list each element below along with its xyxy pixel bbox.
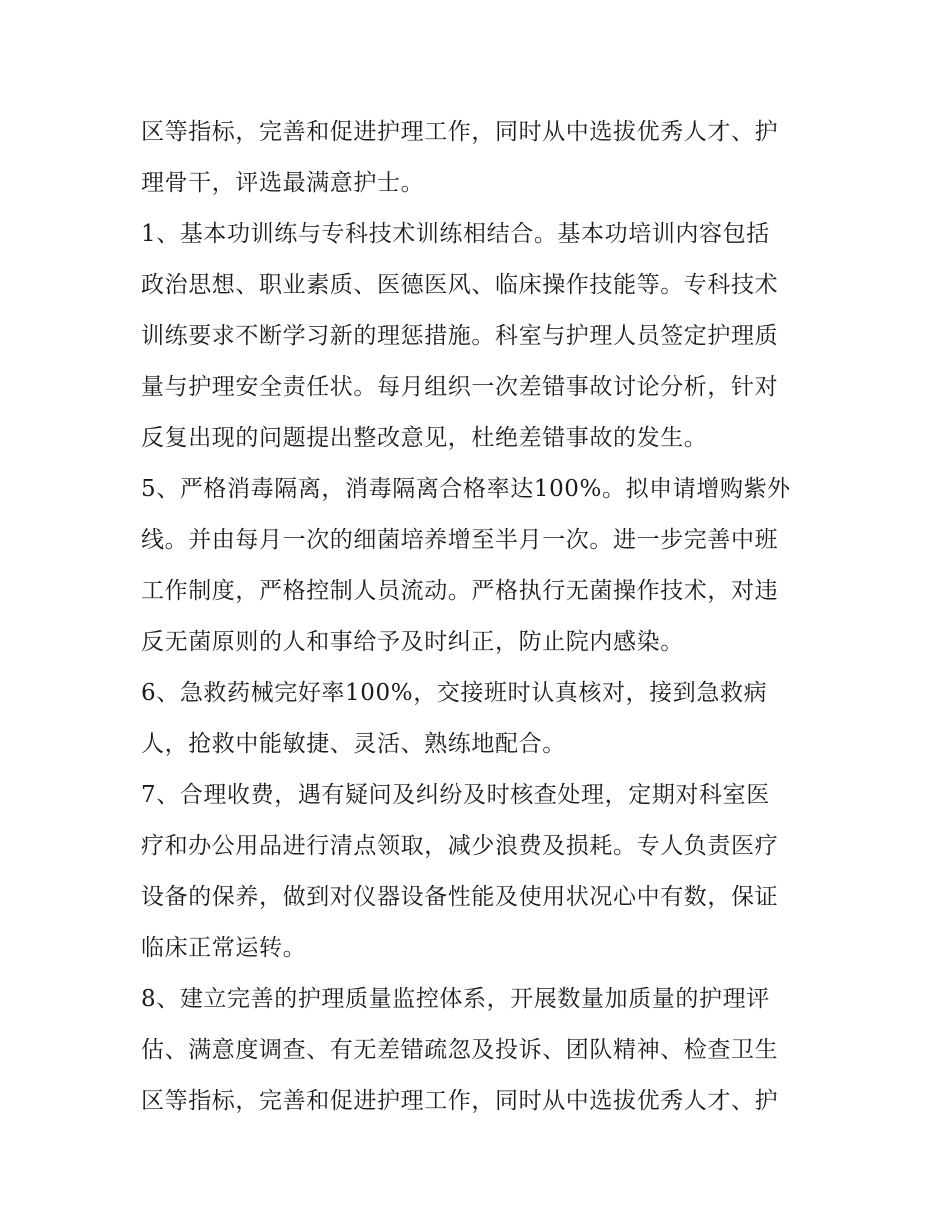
text-line: 人，抢救中能敏捷、灵活、熟练地配合。: [141, 731, 566, 757]
text-line: 6、急救药械完好率100%，交接班时认真核对，接到急救病: [141, 680, 768, 706]
text-line: 7、合理收费，遇有疑问及纠纷及时核查处理，定期对科室医: [141, 782, 770, 808]
text-line: 量与护理安全责任状。每月组织一次差错事故讨论分析，针对: [141, 374, 779, 400]
text-line: 工作制度，严格控制人员流动。严格执行无菌操作技术，对违: [141, 578, 779, 604]
text-line: 反无菌原则的人和事给予及时纠正，防止院内感染。: [141, 629, 684, 655]
text-line: 区等指标，完善和促进护理工作，同时从中选拔优秀人才、护: [141, 1088, 779, 1114]
text-line: 8、建立完善的护理质量监控体系，开展数量加质量的护理评: [141, 986, 770, 1012]
text-line: 反复出现的问题提出整改意见，杜绝差错事故的发生。: [141, 425, 708, 451]
document-body: [141, 107, 820, 1127]
text-line: 5、严格消毒隔离，消毒隔离合格率达100%。拟申请增购紫外: [141, 476, 791, 502]
text-line: 政治思想、职业素质、医德医风、临床操作技能等。专科技术: [141, 272, 779, 298]
text-line: 临床正常运转。: [141, 935, 307, 961]
text-line: 训练要求不断学习新的理惩措施。科室与护理人员签定护理质: [141, 323, 779, 349]
text-line: 设备的保养，做到对仪器设备性能及使用状况心中有数，保证: [141, 884, 779, 910]
text-line: 线。并由每月一次的细菌培养增至半月一次。进一步完善中班: [141, 527, 779, 553]
text-line: 区等指标，完善和促进护理工作，同时从中选拔优秀人才、护: [141, 119, 779, 145]
text-line: 1、基本功训练与专科技术训练相结合。基本功培训内容包括: [141, 221, 770, 247]
text-line: 估、满意度调查、有无差错疏忽及投诉、团队精神、检查卫生: [141, 1037, 779, 1063]
text-line: 理骨干，评选最满意护士。: [141, 170, 425, 196]
text-line: 疗和办公用品进行清点领取，减少浪费及损耗。专人负责医疗: [141, 833, 779, 859]
